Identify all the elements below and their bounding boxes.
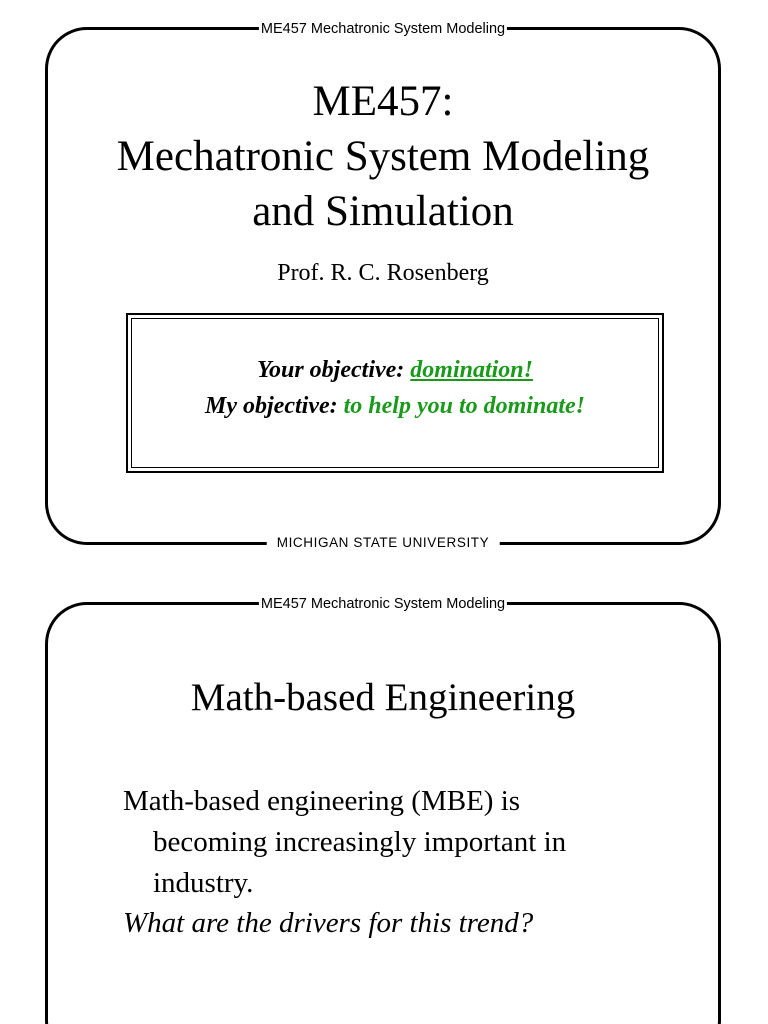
my-objective-line: [128, 393, 662, 420]
title-line: and Simulation: [252, 188, 514, 235]
title-line: ME457:: [312, 78, 454, 125]
slide-2: [45, 596, 721, 1024]
objective-box: [126, 313, 664, 473]
body-line: becoming increasingly important in: [153, 826, 567, 858]
author-name: Prof. R. C. Rosenberg: [277, 260, 489, 286]
your-objective-line: [128, 357, 662, 384]
slide-1: [45, 21, 721, 550]
title-line: Mechatronic System Modeling: [116, 133, 650, 180]
slide-title: [48, 74, 718, 239]
body-paragraph: [123, 781, 683, 904]
your-objective-value: domination!: [410, 357, 533, 383]
body-line: industry.: [153, 867, 254, 899]
slide-footer: MICHIGAN STATE UNIVERSITY: [267, 534, 500, 552]
question-text: What are the drivers for this trend?: [123, 907, 534, 939]
slide-header: ME457 Mechatronic System Modeling: [260, 596, 506, 612]
slide-header: ME457 Mechatronic System Modeling: [260, 21, 506, 37]
slide-title: Math-based Engineering: [190, 676, 576, 719]
my-objective-value: to help you to dominate!: [343, 393, 585, 419]
your-objective-label: Your objective:: [256, 357, 411, 383]
my-objective-label: My objective:: [205, 393, 344, 419]
body-line: Math-based engineering (MBE) is: [123, 785, 521, 817]
